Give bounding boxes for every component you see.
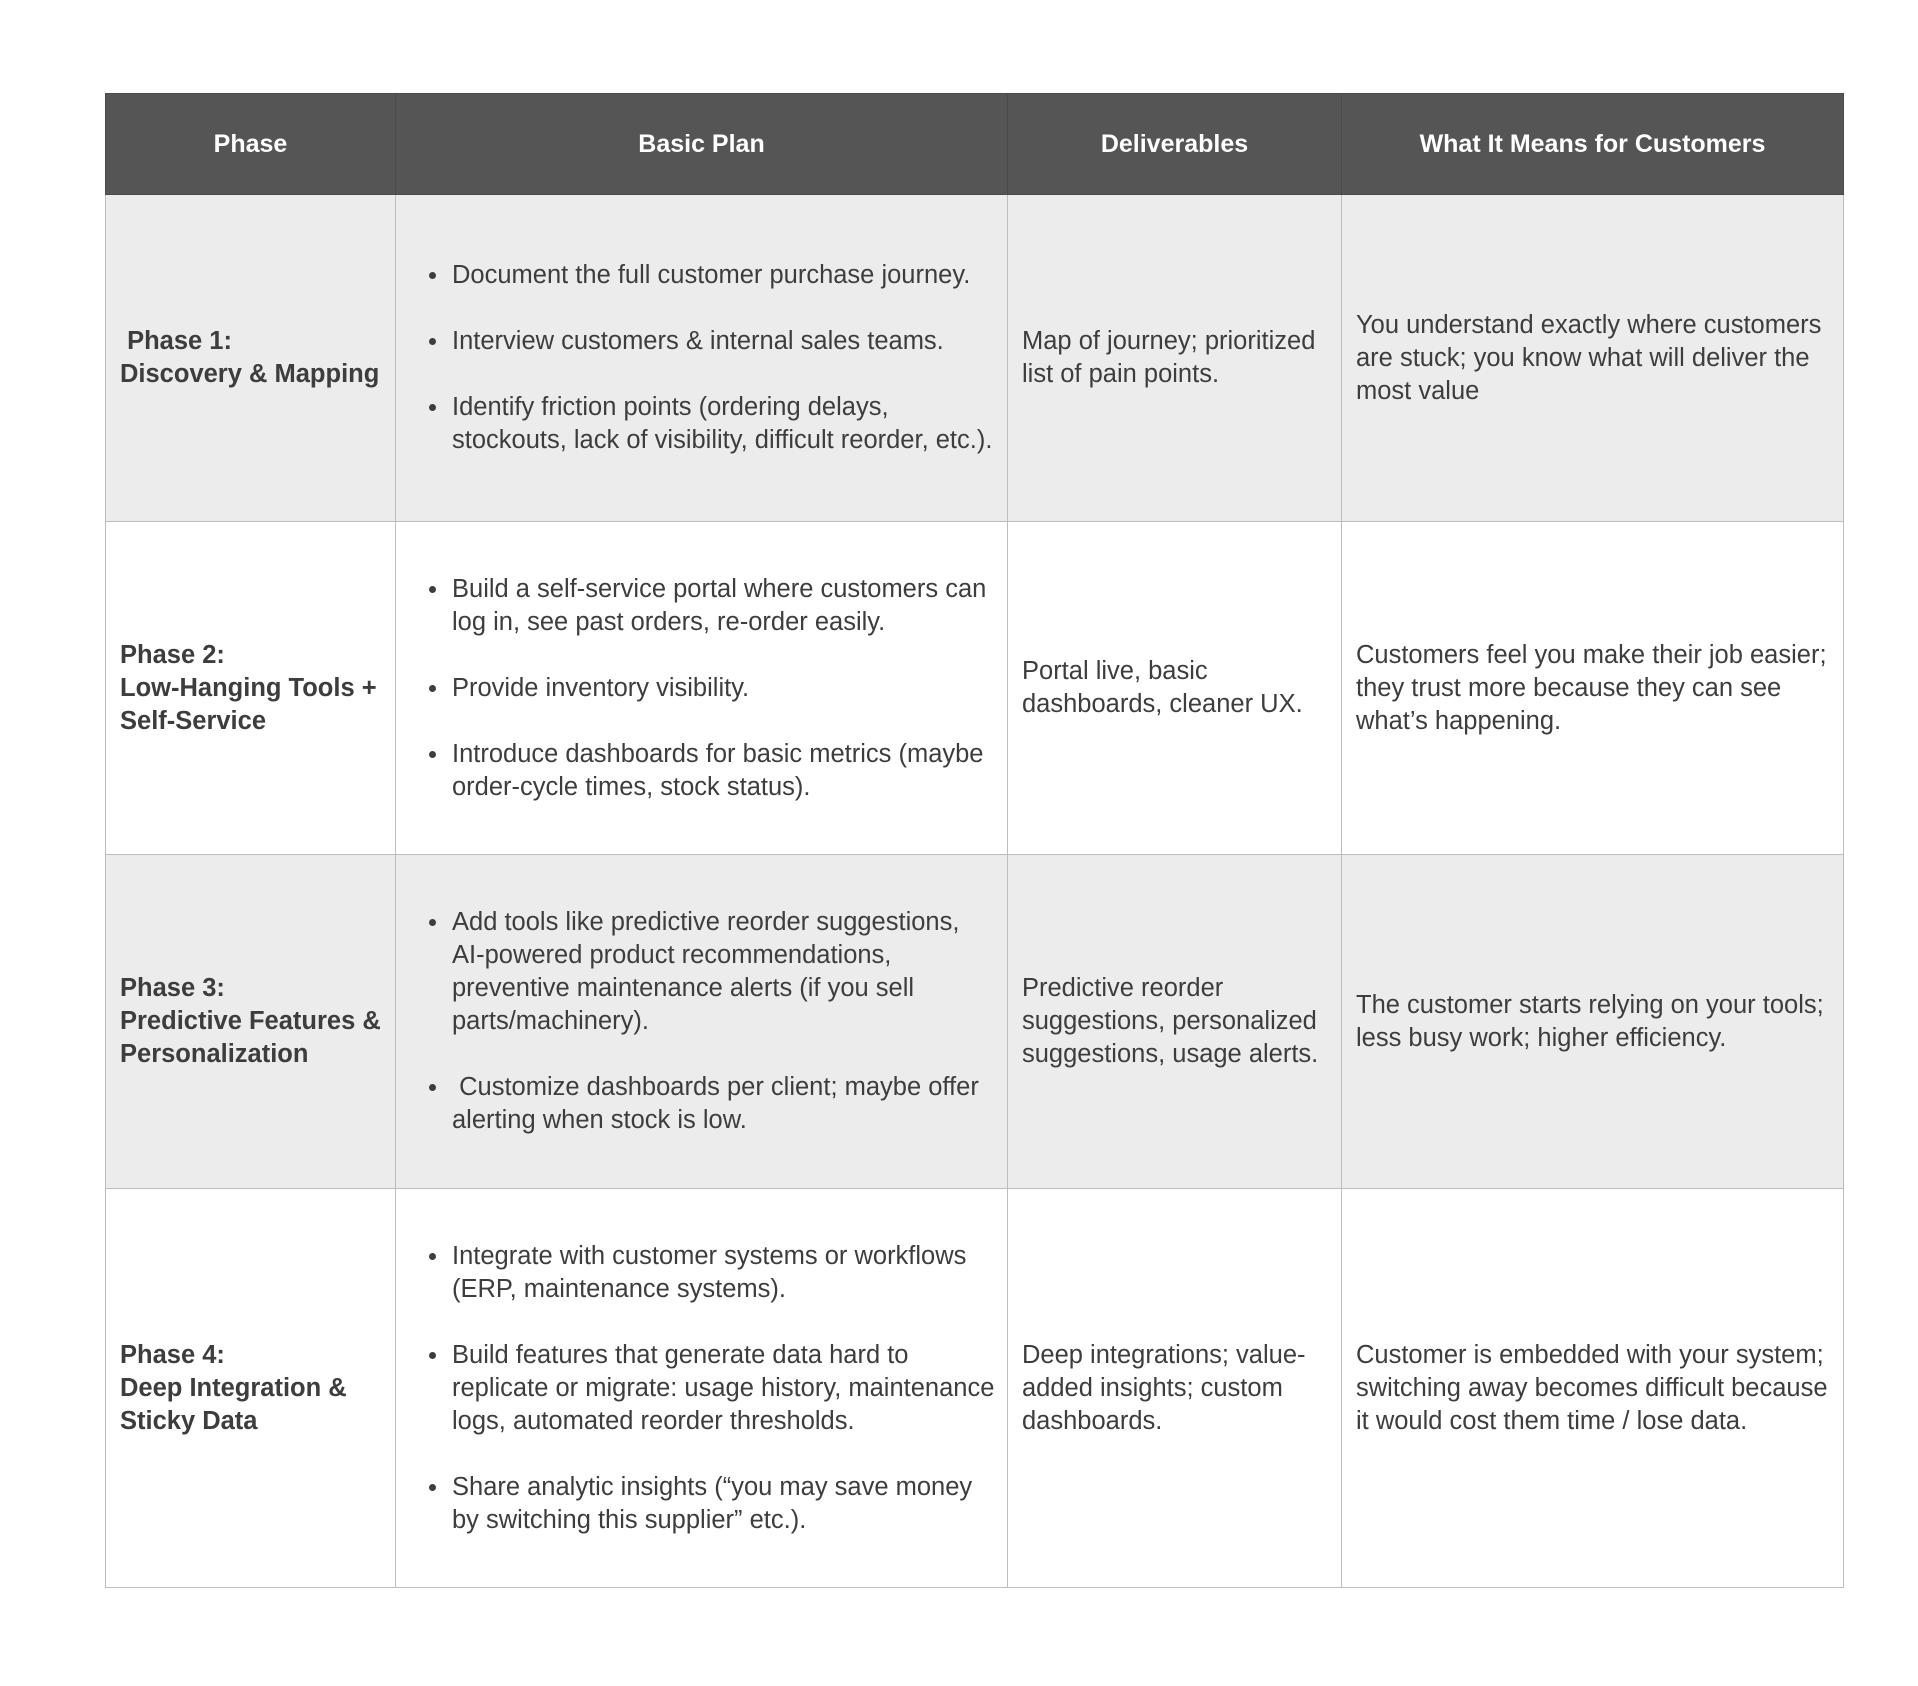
plan-item: Build a self-service portal where customers can log in, see past orders, re-order easily.: [452, 573, 997, 639]
header-customer-meaning: What It Means for Customers: [1342, 94, 1844, 195]
plan-list: [416, 259, 997, 457]
phase-number: Phase 2:: [120, 640, 225, 669]
deliverables-cell: Predictive reorder suggestions, personalized suggestions, usage alerts.: [1008, 855, 1342, 1189]
phase-number: Phase 1:: [120, 327, 232, 355]
plan-cell: [396, 195, 1008, 522]
plan-cell: [396, 1189, 1008, 1588]
table-row: [106, 522, 1844, 855]
table-body: [106, 195, 1844, 1588]
deliverables-cell: Map of journey; prioritized list of pain points.: [1008, 195, 1342, 522]
plan-item: Add tools like predictive reorder suggestions, AI-powered product recommendations, preventive maintenance alerts (if you sell parts/machinery).: [452, 906, 997, 1038]
plan-list: [416, 1240, 997, 1537]
meaning-cell: You understand exactly where customers are stuck; you know what will deliver the most value: [1342, 195, 1844, 522]
plan-item: Customize dashboards per client; maybe offer alerting when stock is low.: [452, 1071, 997, 1137]
phase-title: Predictive Features &: [120, 1007, 381, 1035]
plan-item: Document the full customer purchase journey.: [452, 259, 997, 292]
plan-item: Interview customers & internal sales teams.: [452, 325, 997, 358]
deliverables-cell: Deep integrations; value-added insights; custom dashboards.: [1008, 1189, 1342, 1588]
plan-item: Identify friction points (ordering delays, stockouts, lack of visibility, difficult reorder, etc.).: [452, 391, 997, 457]
plan-list: [416, 573, 997, 804]
plan-item: Provide inventory visibility.: [452, 672, 997, 705]
deliverables-cell: Portal live, basic dashboards, cleaner UX.: [1008, 522, 1342, 855]
phase-title-continued: Sticky Data: [120, 1406, 258, 1435]
phase-title-continued: Personalization: [120, 1040, 309, 1068]
header-deliverables: Deliverables: [1008, 94, 1342, 195]
table-row: [106, 855, 1844, 1189]
phase-plan-table-container: [105, 93, 1843, 1588]
plan-item: Share analytic insights (“you may save money by switching this supplier” etc.).: [452, 1471, 997, 1537]
phase-cell: [106, 1189, 396, 1588]
phase-cell: [106, 522, 396, 855]
phase-cell: [106, 195, 396, 522]
phase-title-continued: Self-Service: [120, 706, 267, 735]
header-phase: Phase: [106, 94, 396, 195]
phase-plan-table: [105, 93, 1844, 1588]
header-basic-plan: Basic Plan: [396, 94, 1008, 195]
plan-cell: [396, 522, 1008, 855]
phase-cell: [106, 855, 396, 1189]
meaning-cell: Customers feel you make their job easier; they trust more because they can see what’s happening.: [1342, 522, 1844, 855]
plan-item: Integrate with customer systems or workflows (ERP, maintenance systems).: [452, 1240, 997, 1306]
meaning-cell: The customer starts relying on your tools; less busy work; higher efficiency.: [1342, 855, 1844, 1189]
meaning-cell: Customer is embedded with your system; switching away becomes difficult because it would cost them time / lose data.: [1342, 1189, 1844, 1588]
phase-title: Low-Hanging Tools +: [120, 673, 377, 702]
plan-list: [416, 906, 997, 1137]
header-row: [106, 94, 1844, 195]
phase-number: Phase 3:: [120, 974, 225, 1002]
phase-title: Discovery & Mapping: [120, 360, 380, 388]
plan-item: Introduce dashboards for basic metrics (maybe order-cycle times, stock status).: [452, 738, 997, 804]
phase-title: Deep Integration &: [120, 1373, 347, 1402]
plan-cell: [396, 855, 1008, 1189]
plan-item: Build features that generate data hard to replicate or migrate: usage history, maintenance logs, automated reorder thresholds.: [452, 1339, 997, 1438]
table-header: [106, 94, 1844, 195]
table-row: [106, 195, 1844, 522]
phase-number: Phase 4:: [120, 1340, 225, 1369]
table-row: [106, 1189, 1844, 1588]
